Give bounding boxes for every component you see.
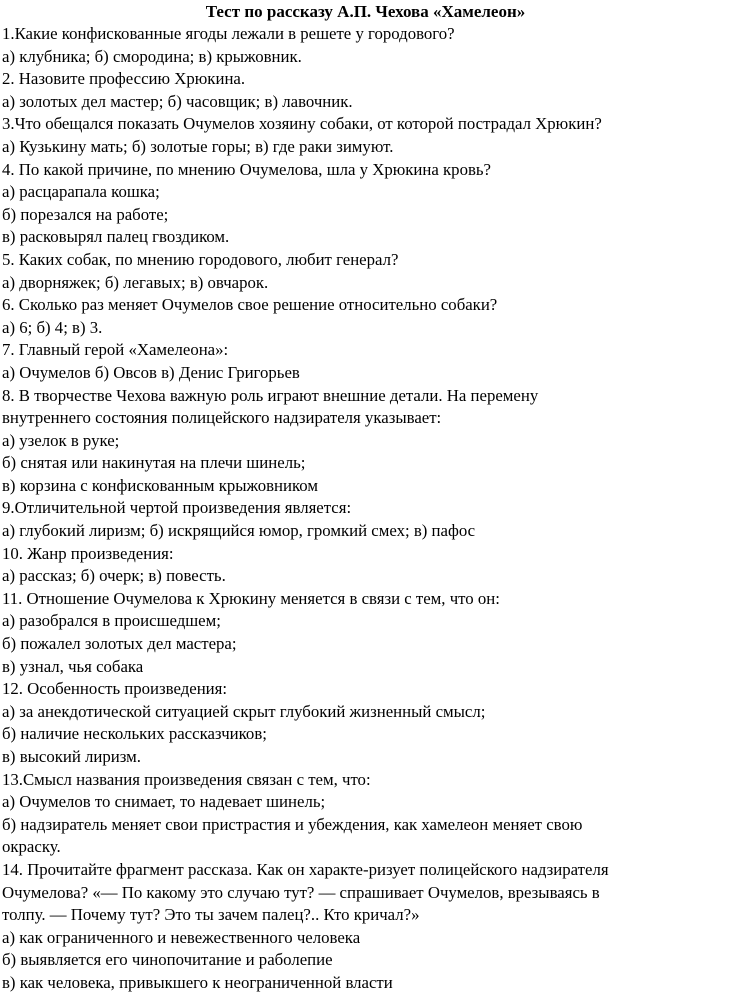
text-line: 1.Какие конфискованные ягоды лежали в решете у городового? xyxy=(2,24,455,43)
text-line: а) расцарапала кошка; xyxy=(2,182,160,202)
text-line: в) как человека, привыкшего к неограниченной власти xyxy=(2,972,393,992)
text-line: а) клубника; б) смородина; в) крыжовник. xyxy=(2,46,302,66)
text-line: 4. По какой причине, по мнению Очумелова, шла у Хрюкина кровь? xyxy=(2,159,491,179)
text-line: 13.Смысл названия произведения связан с тем, что: xyxy=(2,769,371,789)
text-line: б) снятая или накинутая на плечи шинель; xyxy=(2,453,306,473)
text-line: 11. Отношение Очумелова к Хрюкину меняется в связи с тем, что он: xyxy=(2,588,500,608)
text-line: 10. Жанр произведения: xyxy=(2,543,174,563)
text-line: а) за анекдотической ситуацией скрыт глубокий жизненный смысл; xyxy=(2,701,486,721)
text-line: б) порезался на работе; xyxy=(2,204,169,224)
text-line: а) разобрался в происшедшем; xyxy=(2,611,221,631)
text-line: а) узелок в руке; xyxy=(2,430,120,450)
text-line: 2. Назовите профессию Хрюкина. xyxy=(2,69,246,89)
text-line: 3.Что обещался показать Очумелов хозяину собаки, от которой пострадал Хрюкин? xyxy=(2,114,602,134)
text-line: б) пожалел золотых дел мастера; xyxy=(2,634,237,654)
text-line: а) Очумелов б) Овсов в) Денис Григорьев xyxy=(2,362,300,382)
text-line: а) золотых дел мастер; б) часовщик; в) лавочник. xyxy=(2,91,353,111)
text-line: 7. Главный герой «Хамелеона»: xyxy=(2,340,229,360)
text-line: Очумелова? «— По какому это случаю тут? — спрашивает Очумелов, врезываясь в xyxy=(2,882,600,902)
text-line: 14. Прочитайте фрагмент рассказа. Как он характе-ризует полицейского надзирателя xyxy=(2,859,609,879)
text-line: а) дворняжек; б) легавых; в) овчарок. xyxy=(2,272,269,292)
text-line: б) выявляется его чинопочитание и раболепие xyxy=(2,950,333,970)
text-line: 9.Отличительной чертой произведения является: xyxy=(2,498,352,518)
text-line: а) глубокий лиризм; б) искрящийся юмор, громкий смех; в) пафос xyxy=(2,521,476,541)
text-line: 12. Особенность произведения: xyxy=(2,679,228,699)
text-line: а) Очумелов то снимает, то надевает шинель; xyxy=(2,792,326,812)
text-line: 8. В творчестве Чехова важную роль играют внешние детали. На перемену xyxy=(2,385,539,405)
text-line: внутреннего состояния полицейского надзирателя указывает: xyxy=(2,408,442,428)
text-line: а) Кузькину мать; б) золотые горы; в) где раки зимуют. xyxy=(2,136,394,156)
text-line: б) наличие нескольких рассказчиков; xyxy=(2,724,267,744)
text-line: 5. Каких собак, по мнению городового, любит генерал? xyxy=(2,249,399,269)
text-line: в) расковырял палец гвоздиком. xyxy=(2,227,230,247)
text-line: в) корзина с конфискованным крыжовником xyxy=(2,475,318,495)
question-list xyxy=(2,23,729,995)
text-line: в) узнал, чья собака xyxy=(2,656,144,676)
text-line: толпу. — Почему тут? Это ты зачем палец?.. Кто кричал?» xyxy=(2,905,420,925)
text-line: окраску. xyxy=(2,837,61,857)
text-line: а) как ограниченного и невежественного человека xyxy=(2,927,361,947)
text-line: в) высокий лиризм. xyxy=(2,747,141,766)
text-line: б) надзиратель меняет свои пристрастия и убеждения, как хамелеон меняет свою xyxy=(2,814,583,834)
document-title: Тест по рассказу А.П. Чехова «Хамелеон» xyxy=(205,2,526,21)
text-line: 6. Сколько раз меняет Очумелов свое решение относительно собаки? xyxy=(2,295,498,315)
text-line: а) 6; б) 4; в) 3. xyxy=(2,317,103,337)
text-line: а) рассказ; б) очерк; в) повесть. xyxy=(2,566,226,586)
